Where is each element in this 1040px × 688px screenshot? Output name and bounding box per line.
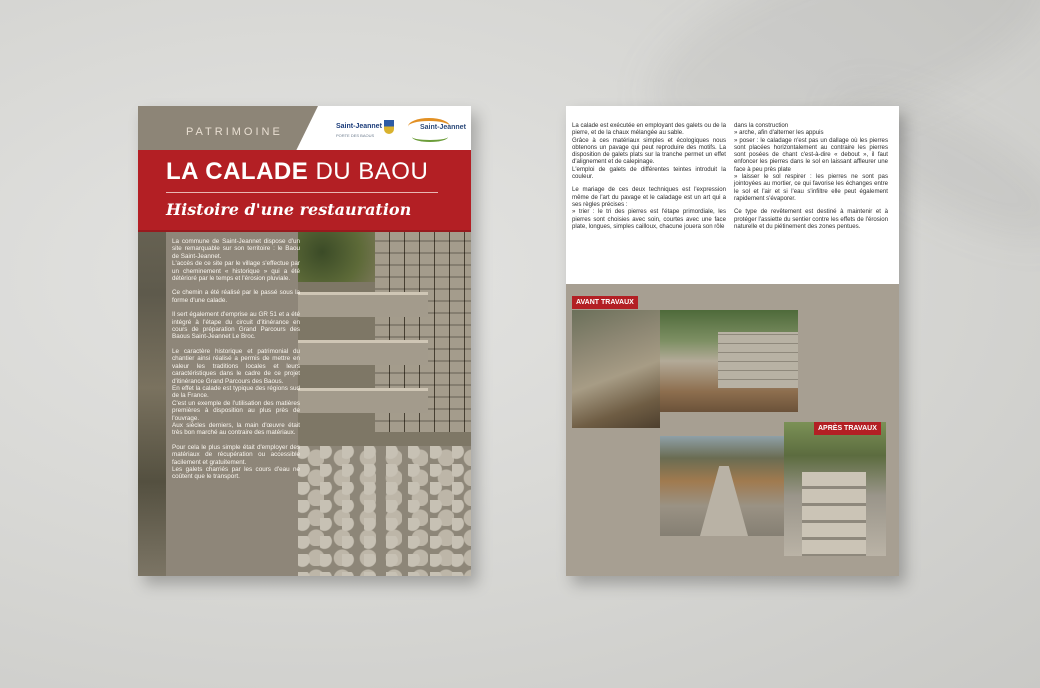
vegetation xyxy=(298,232,378,282)
paragraph: Pour cela le plus simple était d'employer des matériaux de récupération ou accessible facilement et gratuitement. Les galets charriés par les cours d'eau ne coûtent que le transport. xyxy=(172,443,300,481)
subtitle: Histoire d'une restauration xyxy=(166,200,412,219)
after-photo-2 xyxy=(784,422,886,556)
front-body-text xyxy=(172,238,300,488)
stone-steps xyxy=(802,472,866,556)
section-label: PATRIMOINE xyxy=(186,126,283,138)
paragraph: La calade est exécutée en employant des galets ou de la pierre, et de la chaux mélangée au sable. Grâce à ces matériaux simples et écologiques nous obtenons un pavage qui peut reproduire des motifs. La disposition de galets plats sur la tranche permet un effet d'alignement et de calepinage. L'emploi de galets de différentes teintes introduit la couleur. xyxy=(572,122,726,181)
text-column-right xyxy=(734,122,888,236)
stone-step xyxy=(298,292,428,317)
title-light: DU BAOU xyxy=(315,158,429,185)
swoosh-icon xyxy=(412,132,448,142)
back-page xyxy=(566,106,899,576)
logo-saint-jeannet-sub: PORTE DES BAOUS xyxy=(336,133,375,138)
paragraph: La commune de Saint-Jeannet dispose d'un site remarquable sur son territoire : le Baou de Saint-Jeannet. L'accès de ce site par le village s'effectue par un cheminement « historique » qui a été détérioré par le temps et l'érosion pluviale. xyxy=(172,238,300,283)
paragraph: Le mariage de ces deux techniques est l'expression même de l'art du pavage et le caladage est un art qui a ses règles précises : » trier : le tri des pierres est l'étape primordiale, les pierres sont choisies avec soin, courtes avec une face plate, longues, simples cailloux, chacune jouera son rôle xyxy=(572,186,726,230)
calade-photo xyxy=(298,232,471,576)
page-title xyxy=(166,158,428,186)
label-after: APRÈS TRAVAUX xyxy=(814,422,881,435)
label-before: AVANT TRAVAUX xyxy=(572,296,638,309)
paragraph: Il sert également d'emprise au GR 51 et a été intégré à l'étape du circuit d'itinérance en cours de préparation Grand Parcours des Baous Saint-Jeannet Le Broc. xyxy=(172,311,300,341)
crest-icon xyxy=(384,120,394,134)
paragraph: Ce chemin a été réalisé par le passé sous la forme d'une calade. xyxy=(172,289,300,304)
before-photo-2 xyxy=(660,310,798,412)
cobblestones xyxy=(298,446,471,576)
title-bold: LA CALADE xyxy=(166,158,309,185)
paragraph: Le caractère historique et patrimonial du chantier ainsi réalisé a permis de mettre en valeur les traditions locales et leurs caractéristiques dans le cadre de ce projet d'itinérance Grand Parcours des Baous. En effet la calade est typique des régions sud de la France. C'est un exemple de l'utilisation des matières premières à disposition au plus près de l'ouvrage. Aux siècles derniers, la main d'œuvre était très bon marché au contraire des matériaux. xyxy=(172,347,300,437)
before-photo-1 xyxy=(572,310,660,428)
text-column-left xyxy=(572,122,726,236)
front-page xyxy=(138,106,471,576)
after-photo-1 xyxy=(660,436,784,536)
stone-step xyxy=(298,340,428,365)
stone-step xyxy=(298,388,428,413)
logo-saint-jeannet-2: Saint-Jeannet xyxy=(420,124,466,131)
paragraph: dans la construction » arche, afin d'alterner les appuis » poser : le caladage n'est pas un dallage où les pierres sont placées horizontalement au contraire les pierres sont posées de chant c'est-à-dire « debout », il faut enfoncer les pierres dans le sol en laissant affleurer une face à peu près plate » laisser le sol respirer : les pierres ne sont pas jointoyées au mortier, ce qui favorise les échanges entre le sol et l'air et si l'eau s'infiltre elle peut également rapidement s'évaporer. xyxy=(734,122,888,202)
logos xyxy=(326,114,466,146)
title-divider xyxy=(166,192,438,193)
logo-saint-jeannet: Saint-Jeannet xyxy=(336,123,382,130)
paragraph: Ce type de revêtement est destiné à maintenir et à protéger l'assiette du sentier contre les effets de l'érosion naturelle et du piétinement des zones pentues. xyxy=(734,208,888,230)
stone-wall xyxy=(718,332,798,388)
text-area xyxy=(566,106,899,284)
paved-path xyxy=(700,466,748,536)
